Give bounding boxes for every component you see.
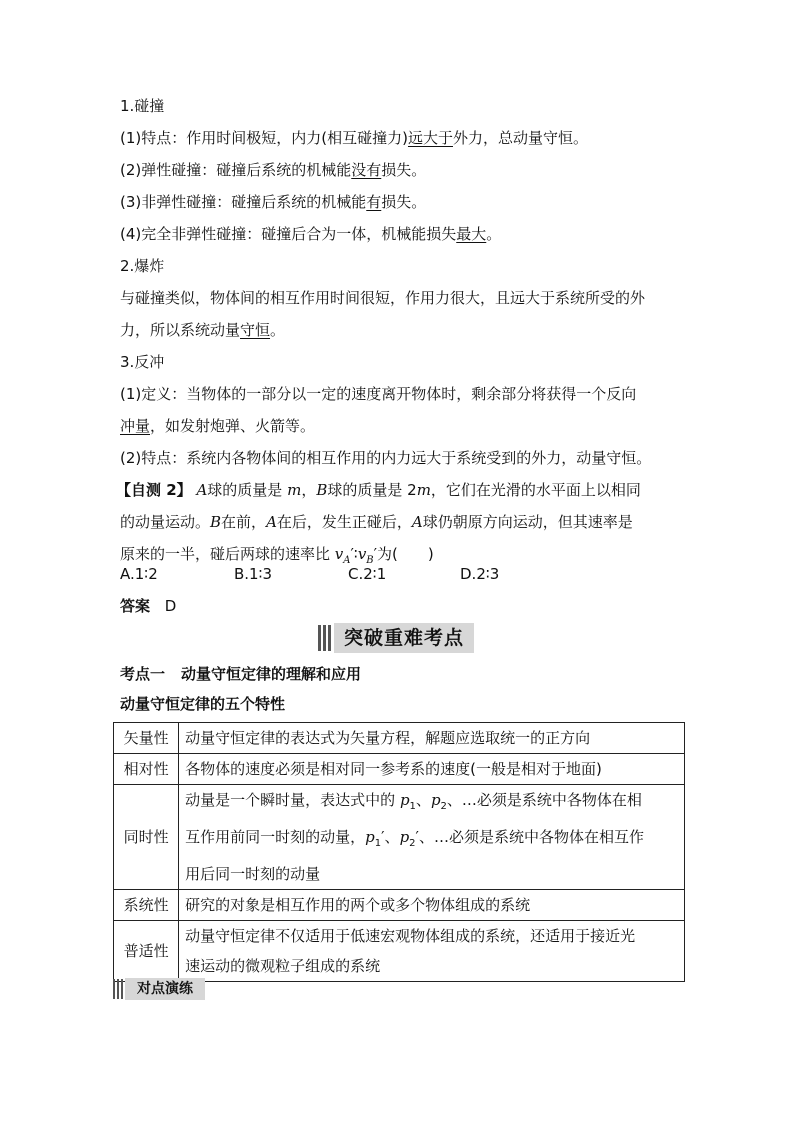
text: 动量是一个瞬时量，表达式中的 [185,791,400,809]
row-desc: 动量守恒定律的表达式为矢量方程，解题应选取统一的正方向 [179,723,685,754]
text: 球的质量是 [207,481,283,499]
desc-line: 用后同一时刻的动量 [185,865,321,883]
var: A [266,513,277,531]
answer-label: 答案 [120,597,151,615]
selftest-question-line2 [120,512,633,532]
var: p [430,791,441,809]
text: ′、 [415,828,434,846]
explosion-text-line2 [120,320,285,340]
desc-line: 动量守恒定律不仅适用于低速宏观物体组成的系统，还适用于接近光 [185,927,636,945]
underlined-answer: 有 [366,193,382,211]
selftest-question-line1 [116,480,641,500]
underlined-answer: 守恒 [240,321,271,339]
text: ′为( ) [373,545,434,563]
text: ′∶ [350,545,358,563]
text: 互作用前同一时刻的动量， [185,828,366,846]
recoil-definition-line2 [120,416,315,436]
var: m [416,481,431,499]
var: B [316,481,328,499]
kaodian-label: 考点一 [120,665,166,683]
text: 在前， [221,513,267,531]
var: v [334,545,344,563]
var: p [399,828,410,846]
var: m [287,481,302,499]
desc-line: 速运动的微观粒子组成的系统 [185,957,381,975]
banner-bars-icon [318,625,332,651]
underlined-answer: 没有 [351,161,382,179]
subscript: 1 [409,801,416,812]
text: 原来的一半，碰后两球的速率比 [120,545,335,563]
var: v [357,545,367,563]
text: 、…必须是系统中各物体在相 [446,791,642,809]
answer-value: D [164,597,177,615]
practice-bars-icon [113,979,125,999]
recoil-definition-line1: (1)定义：当物体的一部分以一定的速度离开物体时，剩余部分将获得一个反向 [120,385,637,403]
row-name: 普适性 [114,921,179,982]
text: (3)非弹性碰撞：碰撞后系统的机械能 [120,193,367,211]
section-heading-recoil: 3.反冲 [120,353,165,371]
text: (4)完全非弹性碰撞：碰撞后合为一体，机械能损失 [120,225,457,243]
kaodian-heading [120,664,361,684]
underlined-answer: 冲量 [120,417,151,435]
table-row [114,921,685,982]
inelastic-collision [120,192,426,212]
row-name: 矢量性 [114,723,179,754]
banner-title: 突破重难考点 [334,623,474,653]
selftest-label: 【自测 2】 [116,481,192,499]
text: (1)特点：作用时间极短，内力(相互碰撞力) [120,129,408,147]
underlined-answer: 最大 [456,225,487,243]
option-d: D.2∶3 [460,565,500,583]
section-heading-explosion: 2.爆炸 [120,257,165,275]
row-desc [179,921,685,982]
answer-options [120,564,680,584]
row-desc: 研究的对象是相互作用的两个或多个物体组成的系统 [179,890,685,921]
kaodian-title: 动量守恒定律的理解和应用 [181,665,362,683]
table-title: 动量守恒定律的五个特性 [120,695,286,713]
table-row [114,785,685,890]
text: 球仍朝原方向运动，但其速率是 [422,513,633,531]
table-row [114,890,685,921]
properties-table [113,722,685,982]
text: 。 [486,225,502,243]
text: ′、 [381,828,400,846]
desc-line [185,785,678,822]
text: 损失。 [381,193,427,211]
text: ，如发射炮弹、火箭等。 [150,417,316,435]
subscript: B [366,555,374,566]
text: 的动量运动。 [120,513,211,531]
desc-line [185,822,678,859]
text: 力，所以系统动量 [120,321,241,339]
text: 、 [415,791,431,809]
underlined-answer: 远大于 [407,129,453,147]
answer-line [120,596,176,616]
var: p [399,791,410,809]
recoil-feature: (2)特点：系统内各物体间的相互作用的内力远大于系统受到的外力，动量守恒。 [120,449,652,467]
row-desc [179,785,685,890]
practice-title: 对点演练 [125,978,205,1000]
elastic-collision [120,160,426,180]
collision-feature [120,128,588,148]
var: A [196,481,208,499]
text: 球的质量是 2 [327,481,417,499]
subscript: 2 [409,838,416,849]
explosion-text-line1: 与碰撞类似，物体间的相互作用时间很短，作用力很大，且远大于系统所受的外 [120,289,646,307]
row-name: 系统性 [114,890,179,921]
var: B [210,513,222,531]
text: ， [301,481,317,499]
option-c: C.2∶1 [348,565,387,583]
var: p [365,828,375,846]
text: …必须是系统中各物体在相互作 [433,828,644,846]
subscript: A [343,555,351,566]
subscript: 1 [374,838,382,849]
text: 在后，发生正碰后， [276,513,412,531]
option-b: B.1∶3 [234,565,273,583]
table-row [114,723,685,754]
text: 外力，总动量守恒。 [452,129,588,147]
option-a: A.1∶2 [120,565,158,583]
perfectly-inelastic-collision [120,224,501,244]
var: A [411,513,423,531]
practice-banner [113,978,205,1000]
table-row [114,754,685,785]
row-desc: 各物体的速度必须是相对同一参考系的速度(一般是相对于地面) [179,754,685,785]
text: (2)弹性碰撞：碰撞后系统的机械能 [120,161,352,179]
text: 。 [270,321,286,339]
row-name: 相对性 [114,754,179,785]
row-name: 同时性 [114,785,179,890]
section-banner [318,623,474,653]
text: ，它们在光滑的水平面上以相同 [430,481,641,499]
subscript: 2 [440,801,447,812]
section-heading-collision: 1.碰撞 [120,97,165,115]
text: 损失。 [381,161,427,179]
